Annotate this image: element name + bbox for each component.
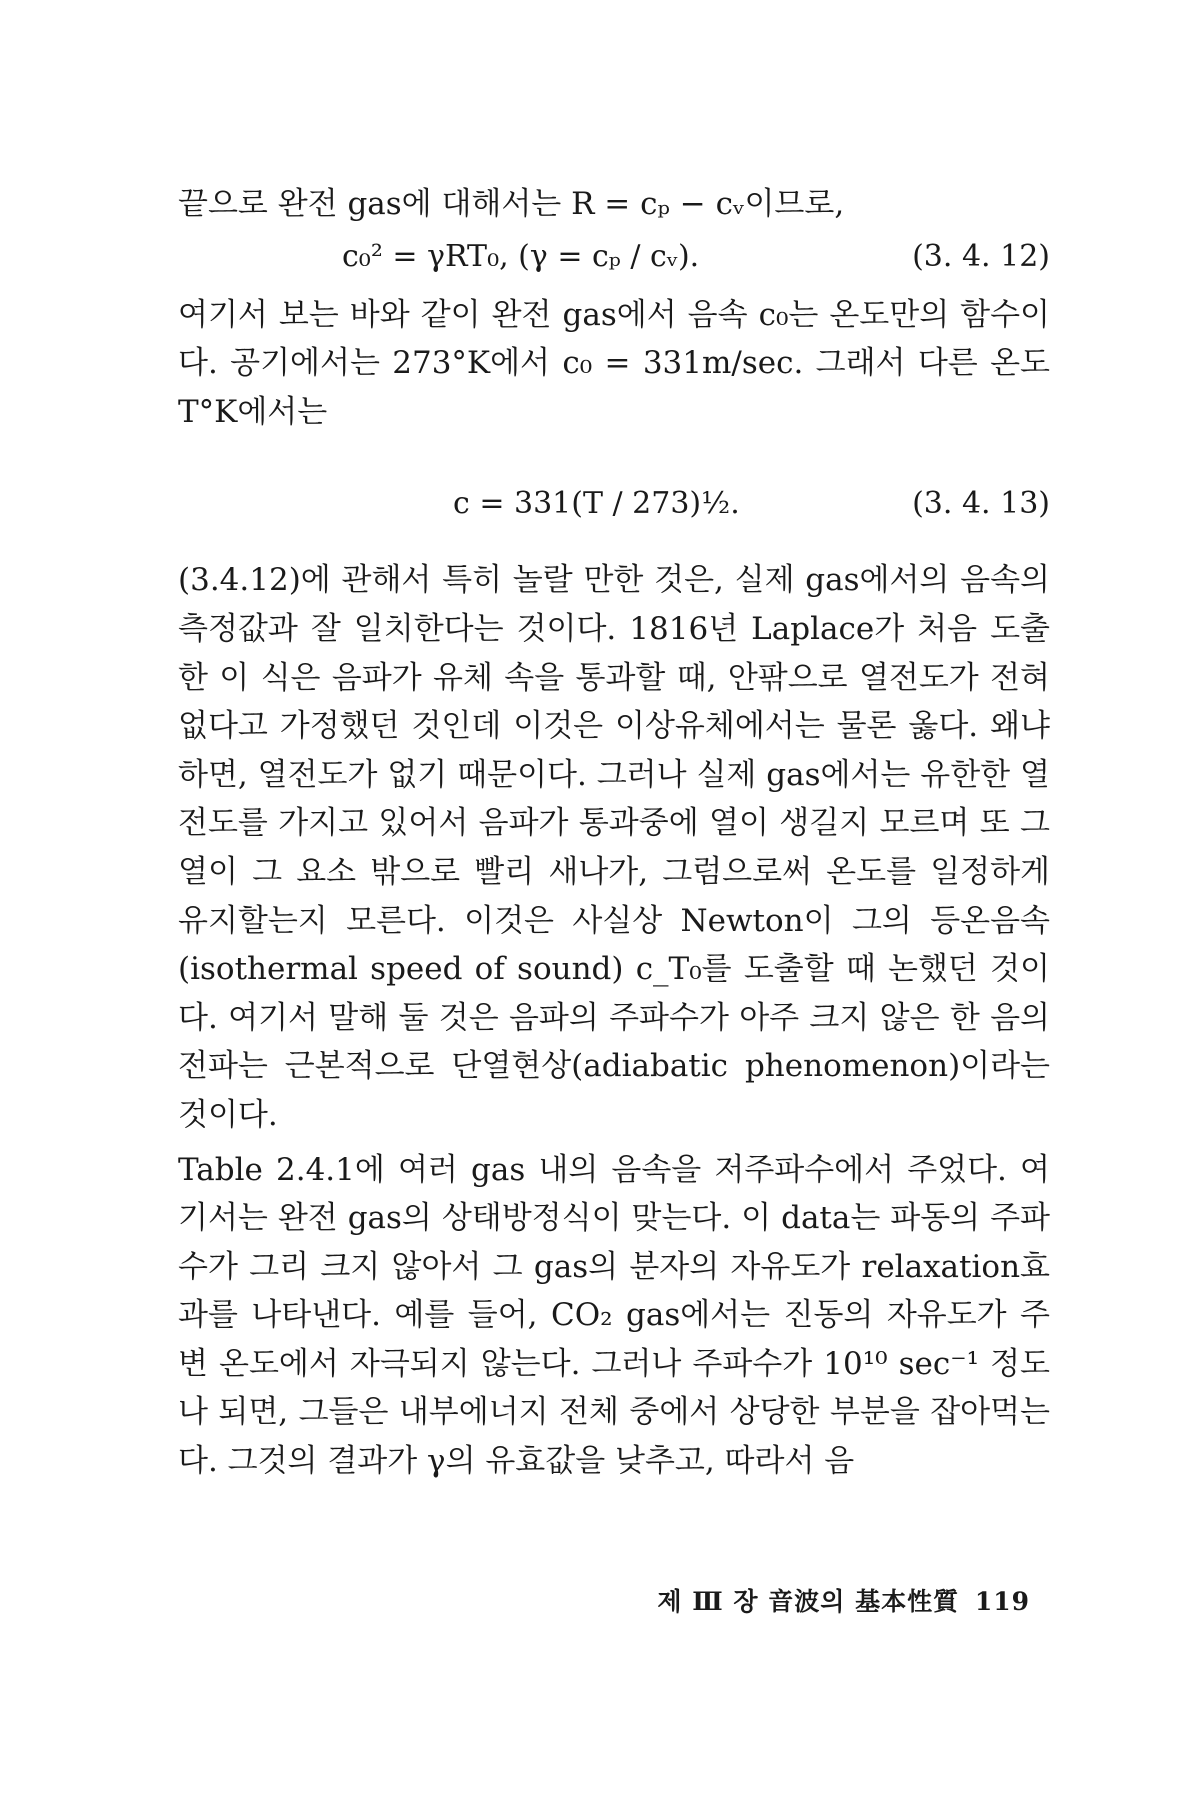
equation-formula: c = 331(T / 273)½. xyxy=(453,486,740,522)
equation-number: (3. 4. 13) xyxy=(912,486,1050,522)
document-page xyxy=(178,180,1050,1740)
paragraph-intro: 끝으로 완전 gas에 대해서는 R = cₚ − cᵥ이므로, xyxy=(178,186,845,222)
equation-3-4-12 xyxy=(178,229,1050,291)
equation-formula: c₀² = γRT₀, (γ = cₚ / cᵥ). xyxy=(342,238,700,274)
paragraph-laplace: (3.4.12)에 관해서 특히 놀랄 만한 것은, 실제 gas에서의 음속의 측정값과 잘 일치한다는 것이다. 1816년 Laplace가 처음 도출한 이 식은 음파가 유체 속을 통과할 때, 안팎으로 열전도가 전혀 없다고 가정했던 것인데 이것은 이상유체에서는 물론 옳다. 왜냐하면, 열전도가 없기 때문이다. 그러나 실제 gas에서는 유한한 열전도를 가지고 있어서 음파가 통과중에 열이 생길지 모르며 또 그 열이 그 요소 밖으로 빨리 새나가, 그럼으로써 온도를 일정하게 유지할는지 모른다. 이것은 사실상 Newton이 그의 등온음속(isothermal speed of sound) c_T₀를 도출할 때 논했던 것이다. 여기서 말해 둘 것은 음파의 주파수가 아주 크지 않은 한 음의 전파는 근본적으로 단열현상(adiabatic phenomenon)이라는 것이다. xyxy=(178,562,1050,1133)
paragraph-table-reference: Table 2.4.1에 여러 gas 내의 음속을 저주파수에서 주었다. 여기서는 완전 gas의 상태방정식이 맞는다. 이 data는 파동의 주파수가 그리 크지 않아서 그 gas의 분자의 자유도가 relaxation효과를 나타낸다. 예를 들어, CO₂ gas에서는 진동의 자유도가 주변 온도에서 자극되지 않는다. 그러나 주파수가 10¹⁰ sec⁻¹ 정도나 되면, 그들은 내부에너지 전체 중에서 상당한 부분을 잡아먹는다. 그것의 결과가 γ의 유효값을 낮추고, 따라서 음 xyxy=(178,1151,1050,1480)
equation-3-4-13 xyxy=(178,476,1050,538)
equation-number: (3. 4. 12) xyxy=(912,238,1050,274)
paragraph-speed-of-sound: 여기서 보는 바와 같이 완전 gas에서 음속 c₀는 온도만의 함수이다. 공기에서는 273°K에서 c₀ = 331m/sec. 그래서 다른 온도 T°K에서는 xyxy=(178,296,1050,430)
chapter-title: 제 Ⅲ 장 音波의 基本性質 xyxy=(657,1587,960,1616)
page-footer xyxy=(651,1582,1030,1618)
page-number: 119 xyxy=(974,1587,1030,1616)
